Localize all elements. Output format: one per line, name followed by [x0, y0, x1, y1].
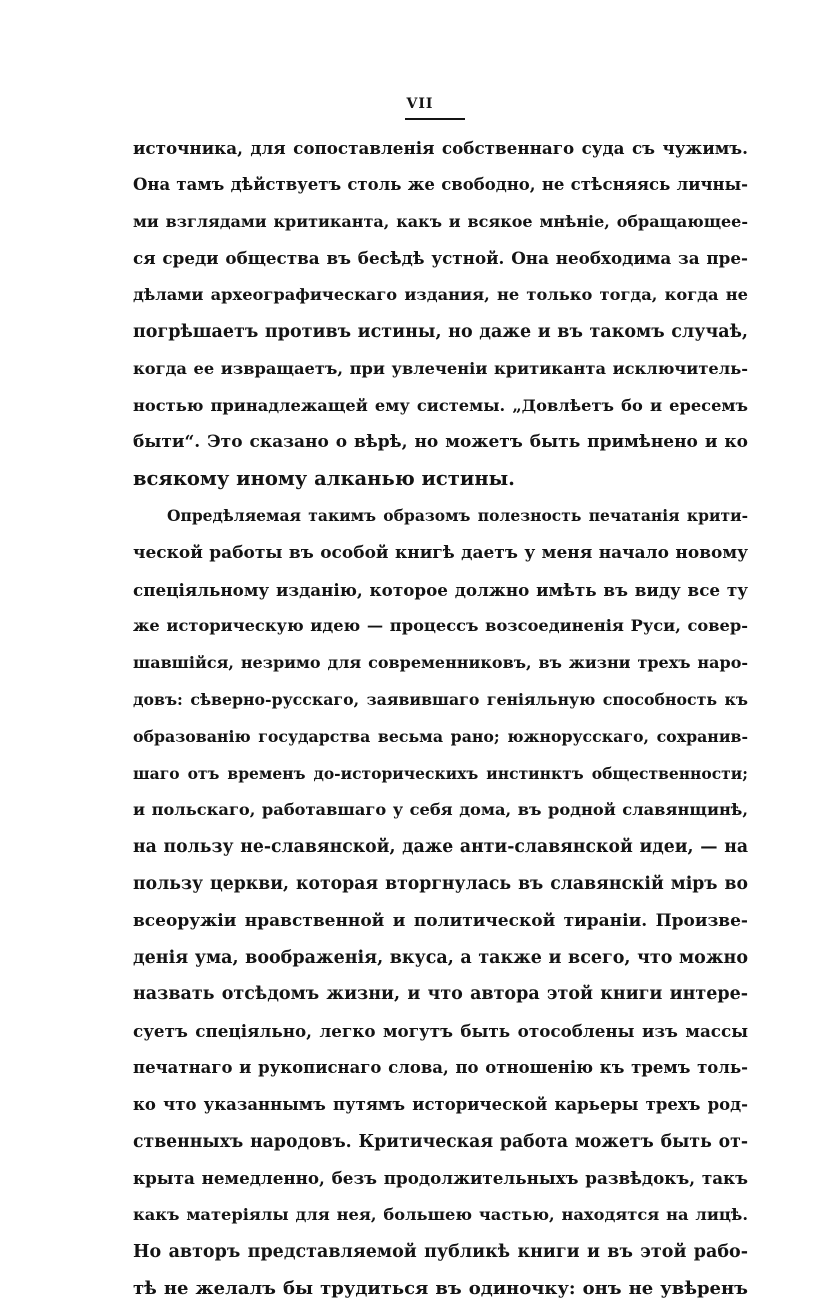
text-line: довъ: сѣверно-русскаго, заявившаго геніяльную способность къ	[133, 689, 748, 709]
text-line: ко что указаннымъ путямъ исторической карьеры трехъ род-	[133, 1094, 748, 1114]
text-line: когда ее извращаетъ, при увлеченіи критиканта исключитель-	[133, 358, 748, 378]
text-line: денія ума, воображенія, вкуса, а также и всего, что можно	[133, 947, 748, 968]
body-text	[133, 130, 748, 1308]
text-line: Она тамъ дѣйствуетъ столь же свободно, не стѣсняясь личны-	[133, 174, 748, 194]
text-line: крыта немедленно, безъ продолжительныхъ развѣдокъ, такъ	[133, 1168, 748, 1189]
text-line: Но авторъ представляемой публикѣ книги и въ этой рабо-	[133, 1241, 748, 1262]
text-line: шавшійся, незримо для современниковъ, въ жизни трехъ наро-	[133, 653, 748, 673]
text-line: шаго отъ временъ до-историческихъ инстинктъ общественности;	[133, 763, 748, 783]
text-line: же историческую идею — процессъ возсоединенія Руси, совер-	[133, 616, 748, 636]
text-line: дѣлами археографическаго издания, не только тогда, когда не	[133, 285, 748, 305]
text-line: тѣ не желалъ бы трудиться въ одиночку: онъ не увѣренъ	[133, 1277, 748, 1299]
text-line: пользу церкви, которая вторгнулась въ славянскій міръ во	[133, 873, 748, 894]
text-line: ми взглядами критиканта, какъ и всякое мнѣніе, обращающее-	[133, 211, 748, 231]
page-number: VII	[406, 96, 434, 112]
text-line: Опредѣляемая такимъ образомъ полезность печатанія крити-	[167, 505, 748, 525]
text-line: образованію государства весьма рано; южнорусскаго, сохранив-	[133, 726, 748, 746]
text-line: быти“. Это сказано о вѣрѣ, но можетъ быть примѣнено и ко	[133, 432, 748, 453]
text-line: ся среди общества въ бесѣдѣ устной. Она необходима за пре-	[133, 248, 748, 269]
text-line: назвать отсѣдомъ жизни, и что автора этой книги интере-	[133, 984, 748, 1005]
text-line: ностью принадлежащей ему системы. „Довлѣетъ бо и ересемъ	[133, 395, 748, 415]
text-line: и польскаго, работавшаго у себя дома, въ родной славянщинѣ,	[133, 800, 748, 820]
text-line: спеціяльному изданію, которое должно имѣть въ виду все ту	[133, 579, 748, 600]
text-line: источника, для сопоставленія собственнаго суда съ чужимъ.	[133, 138, 748, 158]
text-line: всякому иному алканью истины.	[133, 467, 515, 491]
text-line: печатнаго и рукописнаго слова, по отношенію къ тремъ толь-	[133, 1057, 748, 1077]
text-line: погрѣшаетъ противъ истины, но даже и въ такомъ случаѣ,	[133, 321, 748, 342]
text-line: ческой работы въ особой книгѣ даетъ у меня начало новому	[133, 542, 748, 563]
text-line: ственныхъ народовъ. Критическая работа можетъ быть от-	[133, 1131, 748, 1152]
text-line: всеоружіи нравственной и политической тираніи. Произве-	[133, 910, 748, 931]
text-line: суетъ спеціяльно, легко могутъ быть отособлены изъ массы	[133, 1021, 748, 1042]
text-line: какъ матеріялы для нея, большею частью, находятся на лицѣ.	[133, 1205, 748, 1225]
header-rule	[405, 118, 465, 120]
text-line: на пользу не-славянской, даже анти-славянской идеи, — на	[133, 837, 748, 858]
